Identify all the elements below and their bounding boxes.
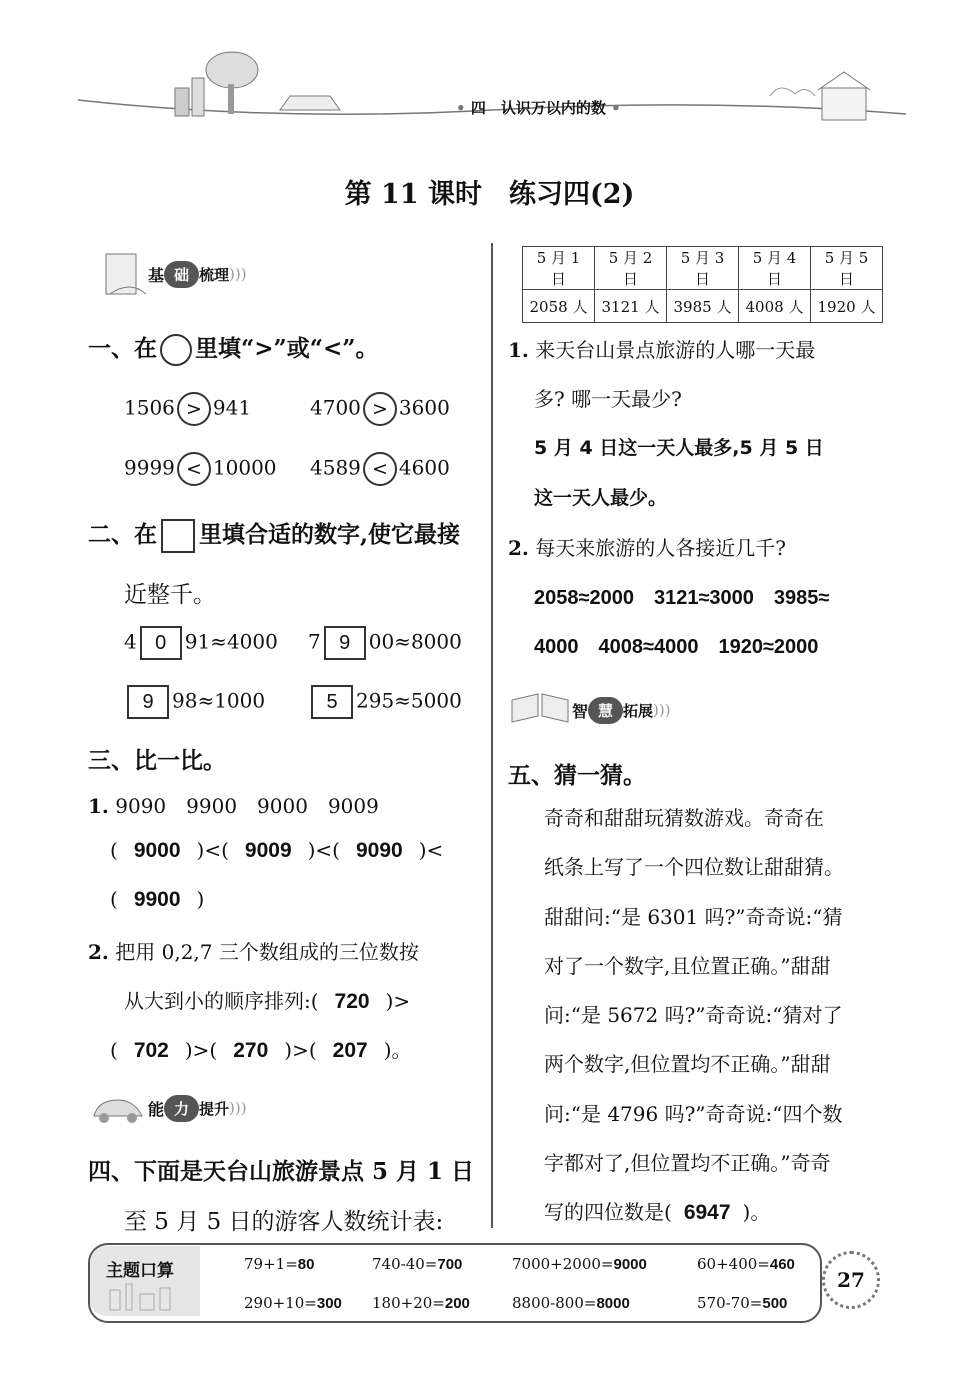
oral-calc-item: 60+400=460 — [697, 1255, 795, 1273]
answer-box[interactable]: 0 — [140, 626, 182, 660]
city-sketch — [100, 1282, 196, 1312]
table-header-row: 5 月 1 日 5 月 2 日 5 月 3 日 5 月 4 日 5 月 5 日 — [523, 247, 883, 290]
answer-box[interactable]: 5 — [311, 685, 353, 719]
section-badge-ability: 能 力 提升 ))) — [88, 1088, 247, 1128]
q1-item: 1506 > 941 — [124, 392, 251, 426]
city-tree-illustration — [160, 48, 360, 120]
q1-item: 9999 < 10000 — [124, 452, 277, 486]
q3-part2-line2: 从大到小的顺序排列:( 720 )> — [124, 989, 411, 1013]
q2-item: 4 0 91≈4000 — [124, 626, 278, 660]
car-icon — [88, 1088, 148, 1128]
oral-calc-item: 7000+2000=9000 — [512, 1255, 647, 1273]
oral-calc-item: 740-40=700 — [372, 1255, 463, 1273]
answer-circle[interactable]: < — [177, 452, 211, 486]
q4-intro: 四、下面是天台山旅游景点 5 月 1 日 — [88, 1158, 475, 1185]
q4-intro-cont: 至 5 月 5 日的游客人数统计表: — [124, 1209, 444, 1235]
oral-calc-item: 79+1=80 — [244, 1255, 315, 1273]
oral-calc-item: 180+20=200 — [372, 1294, 470, 1312]
answer-circle[interactable]: < — [363, 452, 397, 486]
book-icon — [100, 250, 148, 298]
q1-item: 4700 > 3600 — [310, 392, 450, 426]
visitor-table — [522, 246, 883, 323]
q2-item: 7 9 00≈8000 — [308, 626, 462, 660]
q3-intro: 三、比一比。 — [88, 747, 226, 774]
answer-circle[interactable]: > — [177, 392, 211, 426]
q2-intro-cont: 近整千。 — [124, 582, 216, 608]
answer-box[interactable]: 9 — [324, 626, 366, 660]
q2-item: 5 295≈5000 — [308, 685, 462, 719]
page-number: 27 — [822, 1251, 880, 1309]
q1-intro: 一、在 里填“>”或“<”。 — [88, 330, 378, 366]
oral-calc-item: 570-70=500 — [697, 1294, 788, 1312]
oral-calc-item: 8800-800=8000 — [512, 1294, 630, 1312]
q3-part2: 2. 把用 0,2,7 三个数组成的三位数按 — [88, 940, 419, 964]
q5-answer[interactable]: 6947 — [683, 1201, 731, 1225]
q4-s2-question: 2. 每天来旅游的人各接近几千? — [508, 536, 786, 560]
page-title: 第 11 课时 练习四(2) — [344, 179, 635, 210]
q5-intro: 五、猜一猜。 — [508, 762, 646, 789]
section-badge-wisdom: 智 慧 拓展 ))) — [508, 688, 671, 732]
box-placeholder — [161, 519, 195, 553]
q4-s2-answer-cont: 4000 4008≈4000 1920≈2000 — [534, 636, 819, 658]
section-badge-basic: 基 础 梳理 ))) — [100, 250, 247, 298]
q4-s2-answer: 2058≈2000 3121≈3000 3985≈ — [534, 587, 830, 609]
table-row: 2058 人 3121 人 3985 人 4008 人 1920 人 — [523, 290, 883, 323]
house-illustration — [760, 66, 880, 122]
oral-calc-item: 290+10=300 — [244, 1294, 342, 1312]
q4-s1-answer-cont: 这一天人最少。 — [534, 487, 668, 509]
q3-part1-answers: ( 9000 )<( 9009 )<( 9090 )< — [110, 838, 444, 862]
q4-s1-question: 1. 来天台山景点旅游的人哪一天最 — [508, 338, 816, 362]
q1-item: 4589 < 4600 — [310, 452, 450, 486]
answer-box[interactable]: 9 — [127, 685, 169, 719]
column-divider — [491, 243, 493, 1228]
q5-story: 奇奇和甜甜玩猜数游戏。奇奇在 纸条上写了一个四位数让甜甜猜。 甜甜问:“是 6301 吗?”奇奇说:“猜 对了一个数字,且位置正确。”甜甜 问:“是 5672 吗?”奇奇说:“猜对了 两个数字,但位置均不正确。”甜甜 问:“是 4796 吗?”奇奇说:“四个数 字都对了,但位置均不正确。”奇奇 写的四位数是( 6947 )。 — [544, 806, 844, 1225]
circle-placeholder — [160, 334, 192, 366]
answer-circle[interactable]: > — [363, 392, 397, 426]
q3-part1-answer-last: ( 9900 ) — [110, 887, 205, 911]
q4-s1-question-cont: 多? 哪一天最少? — [534, 387, 682, 411]
q2-item: 9 98≈1000 — [124, 685, 265, 719]
q4-s1-answer: 5 月 4 日这一天人最多,5 月 5 日 — [534, 437, 824, 459]
chapter-heading: • 四 认识万以内的数 • — [456, 99, 621, 117]
q3-part1: 1. 9090 9900 9000 9009 — [88, 794, 379, 818]
q3-part2-line3: ( 702 )>( 270 )>( 207 )。 — [110, 1038, 412, 1062]
footer-label: 主题口算 — [106, 1261, 174, 1281]
open-book-icon — [508, 688, 572, 732]
q2-intro: 二、在 里填合适的数字,使它最接 — [88, 516, 460, 553]
